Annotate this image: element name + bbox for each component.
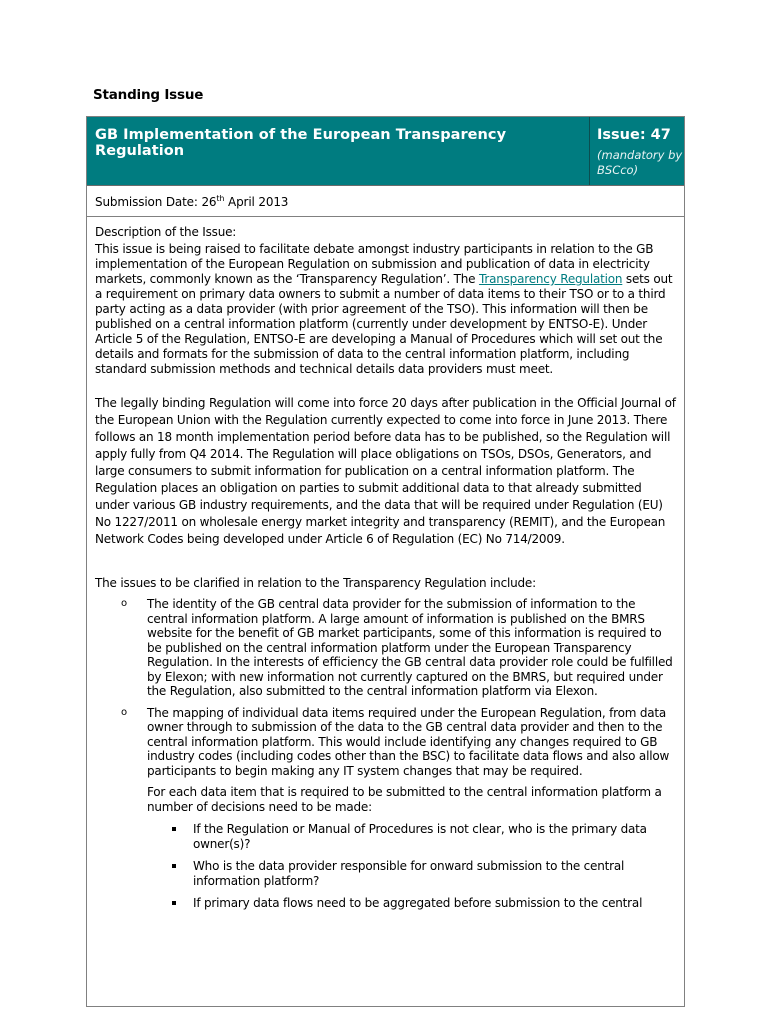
issue-number-cell — [589, 117, 684, 185]
list-item — [147, 896, 676, 911]
transparency-regulation-link[interactable]: Transparency Regulation — [478, 272, 623, 286]
list-item — [147, 859, 676, 888]
description-paragraph-3: The issues to be clarified in relation to the Transparency Regulation include: — [95, 576, 536, 590]
list-item-text: The mapping of individual data items required under the European Regulation, from data owner through to submission of the data to the GB central data provider and then to the central information platform. This would include identifying any changes required to GB industry codes (including codes other than the BSC) to facilitate data flows and also allow participants to begin making any IT system changes that may be required. — [147, 705, 670, 778]
circle-bullet-icon: o — [121, 598, 127, 609]
list-item — [95, 706, 676, 911]
issue-number: Issue: 47 — [597, 127, 671, 143]
list-item-text: The identity of the GB central data provider for the submission of information to the central information platform. A large amount of information is published on the BMRS website for the benefit of GB market participants, some of this information is required to be published on the central information platform under the European Transparency Regulation. In the interests of efficiency the GB central data provider role could be fulfilled by Elexon; with new information not currently captured on the BMRS, but required under the Regulation, also submitted to the central information platform via Elexon. — [147, 597, 673, 698]
description-label: Description of the Issue: — [95, 225, 237, 239]
list-item-text: Who is the data provider responsible for onward submission to the central information platform? — [193, 859, 625, 888]
description-paragraph-2: The legally binding Regulation will come into force 20 days after publication in the Official Journal of the European Union with the Regulation currently expected to come into force in June 2013. There follows an 18 month implementation period before data has to be published, so the Regulation will apply fully from Q4 2014. The Regulation will place obligations on TSOs, DSOs, Generators, and large consumers to submit information for publication on a central information platform. The Regulation places an obligation on parties to submit additional data to that already submitted under various GB industry requirements, and the data that will be required under Regulation (EU) No 1227/2011 on wholesale energy market integrity and transparency (REMIT), and the European Network Codes being developed under Article 6 of Regulation (EC) No 714/2009. — [95, 396, 676, 546]
paragraph-text: sets out a requirement on primary data owners to submit a number of data items to their TSO or to a third party acting as a data provider (with prior agreement of the TSO). This information will then be published on a central information platform (currently under development by ENTSO-E). Under Article 5 of the Regulation, ENTSO-E are developing a Manual of Procedures which will set out the details and formats for the submission of data to the central information platform, including standard submission methods and technical details data providers must meet. — [95, 272, 673, 376]
submission-date-row — [87, 186, 684, 217]
decisions-list — [147, 822, 676, 911]
square-bullet-icon — [172, 827, 176, 831]
circle-bullet-icon: o — [121, 706, 127, 718]
issues-list — [95, 597, 676, 911]
submission-date-ordinal: th — [216, 194, 225, 203]
list-item — [147, 822, 676, 851]
list-item-text: If primary data flows need to be aggregated before submission to the central — [193, 896, 643, 910]
submission-date-prefix: Submission Date: 26 — [95, 195, 217, 209]
decisions-intro: For each data item that is required to be submitted to the central information platform a number of decisions need to be made: — [147, 785, 662, 814]
list-item-text: If the Regulation or Manual of Procedures is not clear, who is the primary data owner(s)? — [193, 822, 647, 851]
list-item — [95, 597, 676, 699]
square-bullet-icon — [172, 901, 176, 905]
square-bullet-icon — [172, 864, 176, 868]
issue-note: (mandatory by BSCco) — [597, 148, 683, 177]
issue-table — [86, 116, 685, 1007]
description-paragraph-1 — [95, 242, 676, 377]
page-heading: Standing Issue — [93, 87, 204, 103]
issue-header-row — [87, 117, 684, 186]
description-section — [87, 217, 684, 1007]
paragraph-text: This issue is being raised to facilitate debate amongst industry participants in relation to the GB implementation of the European Regulation on submission and publication of data in electricity markets, commonly known as the ‘Transparency Regulation’. The — [95, 242, 654, 286]
issue-title: GB Implementation of the European Transparency Regulation — [95, 127, 507, 159]
submission-date-suffix: April 2013 — [224, 195, 289, 209]
